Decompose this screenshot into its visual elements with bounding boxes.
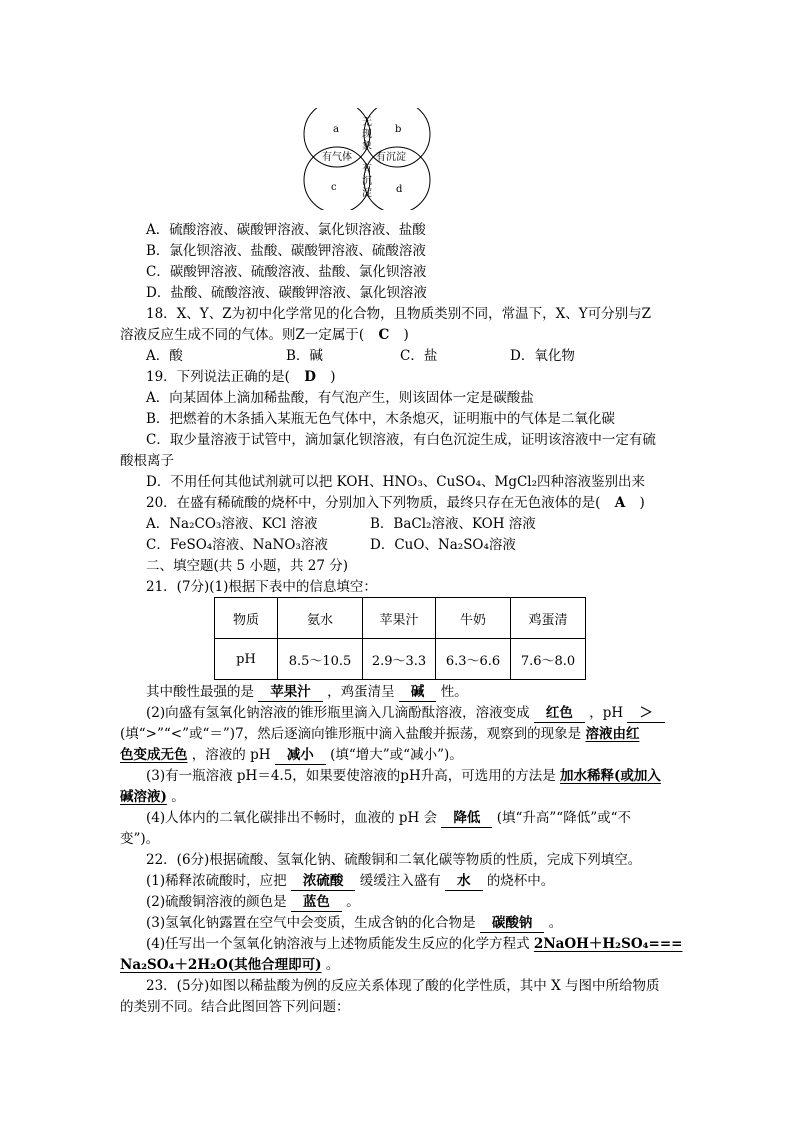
q21-text: 。: [171, 789, 185, 805]
q21-line-4: [120, 745, 680, 765]
q21-answer-5b: 色变成无色: [120, 747, 188, 763]
q20-option-c: C．FeSO₄溶液、NaNO₃溶液: [146, 537, 328, 553]
q23-stem: 23．(5分)如图以稀盐酸为例的反应关系体现了酸的化学性质，其中 X 与图中所给物质: [146, 978, 660, 994]
q21-line-1: [146, 682, 706, 702]
q22-answer-1: 浓硫酸: [291, 872, 356, 891]
q21-answer-3: 红色: [534, 704, 585, 723]
q21-line-7: [146, 808, 706, 828]
q22-line-5: [120, 955, 680, 975]
q22-answer-5b: Na₂SO₄＋2H₂O(其他合理即可): [120, 957, 322, 973]
q17-option-c: C．碳酸钾溶液、硫酸溶液、盐酸、氯化钡溶液: [146, 264, 427, 280]
q18-stem-2: 溶液反应生成不同的气体。则Z一定属于(: [120, 327, 365, 343]
table-cell: 8.5～10.5: [278, 639, 363, 680]
q21-line-6: [120, 787, 680, 807]
q19-stem-line: [146, 367, 706, 387]
q19-option-d: D．不用任何其他试剂就可以把 KOH、HNO₃、CuSO₄、MgCl₂四种溶液鉴别出来: [146, 474, 646, 490]
table-cell: 6.3～6.6: [436, 639, 511, 680]
q22-line-1: [146, 871, 706, 891]
q20-answer: A: [614, 495, 626, 511]
q22-text: (2)硫酸铜溶液的颜色是: [146, 894, 287, 910]
q21-text: ，pH: [589, 705, 624, 721]
q21-line-5: [146, 766, 706, 786]
table-header-cell: 氨水: [278, 598, 363, 639]
q21-answer-4: ＞: [627, 704, 665, 723]
q22-answer-4: 碳酸钠: [480, 914, 545, 933]
q22-answer-2: 水: [445, 872, 483, 891]
q21-answer-2: 碱: [399, 683, 437, 702]
q22-text: 。: [548, 915, 563, 931]
q22-text: (1)稀释浓硫酸时，应把: [146, 873, 287, 889]
q21-text: (填“增大”或“减小”)。: [330, 747, 463, 763]
ph-table: [214, 597, 586, 680]
venn-top-3: 象: [362, 141, 372, 152]
q21-text: (填“升高”“降低”或“不: [496, 810, 631, 826]
q18-option-d: D．氧化物: [510, 348, 575, 364]
q19-option-c: C．取少量溶液于试管中，滴加氯化钡溶液，有白色沉淀生成，证明该溶液中一定有硫: [146, 432, 656, 448]
q21-line-2: [146, 703, 706, 723]
q18-answer: C: [378, 327, 390, 343]
venn-top-1: 无: [362, 117, 372, 128]
venn-diagram: [300, 108, 436, 210]
q20-stem: 20．在盛有稀硫酸的烧杯中，分别加入下列物质，最终只存在无色液体的是(: [146, 495, 601, 511]
table-cell: 2.9～3.3: [363, 639, 436, 680]
q20-option-a: A．Na₂CO₃溶液、KCl 溶液: [146, 516, 318, 532]
q18-option-a: A．酸: [146, 348, 183, 364]
q21-text: (3)有一瓶溶液 pH＝4.5，如果要使溶液的pH升高，可选用的方法是: [146, 768, 556, 784]
q21-answer-8: 降低: [441, 809, 492, 828]
q21-text: (4)人体内的二氧化碳排出不畅时，血液的 pH 会: [146, 810, 438, 826]
q21-text: 性。: [440, 684, 468, 700]
q22-answer-5a: 2NaOH＋H₂SO₄===: [533, 936, 683, 952]
q22-stem: 22．(6分)根据硫酸、氢氧化钠、硫酸铜和二氧化碳等物质的性质，完成下列填空。: [146, 852, 642, 868]
q20-close: ): [639, 495, 645, 511]
venn-bottom-2: 沉: [362, 176, 372, 187]
q22-text: 的烧杯中。: [486, 873, 555, 889]
q22-answer-3: 蓝色: [291, 893, 342, 912]
venn-bottom-1: 有: [362, 164, 372, 175]
q21-answer-1: 苹果汁: [258, 683, 323, 702]
q22-text: 。: [346, 894, 360, 910]
q19-option-a: A．向某固体上滴加稀盐酸，有气泡产生，则该固体一定是碳酸盐: [146, 390, 534, 406]
q19-stem: 19．下列说法正确的是(: [146, 369, 290, 385]
venn-right: 有沉淀: [376, 152, 406, 163]
venn-label-b: b: [395, 124, 402, 135]
table-header-cell: 苹果汁: [363, 598, 436, 639]
q22-text: (3)氢氧化钠露置在空气中会变质，生成含钠的化合物是: [146, 915, 476, 931]
q21-answer-5a: 溶液由红: [585, 726, 640, 742]
table-cell: pH: [215, 639, 278, 680]
q22-text: (4)任写出一个氢氧化钠溶液与上述物质能发生反应的化学方程式: [146, 936, 530, 952]
venn-bottom-3: 淀: [362, 188, 372, 199]
table-row: [215, 639, 586, 680]
q18-option-b: B．碱: [286, 348, 323, 364]
q23-stem-cont: 的类别不同。结合此图回答下列问题：: [120, 999, 350, 1015]
venn-top-2: 现: [362, 129, 372, 140]
section-heading: 二、填空题(共 5 小题，共 27 分): [146, 558, 348, 574]
q17-option-b: B．氯化钡溶液、盐酸、碳酸钾溶液、硫酸溶液: [146, 243, 426, 259]
q19-option-b: B．把燃着的木条插入某瓶无色气体中，木条熄灭，证明瓶中的气体是二氧化碳: [146, 411, 615, 427]
venn-label-c: c: [331, 182, 337, 193]
q20-option-d: D．CuO、Na₂SO₄溶液: [370, 537, 516, 553]
q22-text: 。: [325, 957, 340, 973]
q21-text: ，溶液的 pH: [191, 747, 271, 763]
venn-label-a: a: [333, 124, 339, 135]
q21-text: (2)向盛有氢氧化钠溶液的锥形瓶里滴入几滴酚酞溶液，溶液变成: [146, 705, 530, 721]
q17-option-d: D．盐酸、硫酸溶液、碳酸钾溶液、氯化钡溶液: [146, 285, 427, 301]
q18-option-c: C．盐: [400, 348, 438, 364]
table-cell: 7.6～8.0: [511, 639, 586, 680]
q20-stem-line: [146, 493, 706, 513]
venn-left: 有气体: [322, 152, 352, 163]
q18-stem-cont: [120, 325, 680, 345]
q22-line-2: [146, 892, 706, 912]
q21-text: 其中酸性最强的是: [146, 684, 254, 700]
venn-label-d: d: [396, 184, 403, 195]
q17-option-a: A．硫酸溶液、碳酸钾溶液、氯化钡溶液、盐酸: [146, 222, 426, 238]
table-header-cell: 物质: [215, 598, 278, 639]
q22-line-4: [146, 934, 706, 954]
q22-text: 缓缓注入盛有: [359, 873, 441, 889]
q19-option-c-cont: 酸根离子: [120, 453, 174, 469]
q21-stem: 21．(7分)(1)根据下表中的信息填空：: [146, 579, 377, 595]
q21-text: ，鸡蛋清呈: [327, 684, 395, 700]
q18-stem: 18．X、Y、Z为初中化学常见的化合物，且物质类别不同，常温下，X、Y可分别与Z: [146, 306, 651, 322]
q22-line-3: [146, 913, 706, 933]
q18-close: ): [403, 327, 409, 343]
table-header-row: [215, 598, 586, 639]
q21-answer-6: 减小: [275, 746, 326, 765]
q19-close: ): [330, 369, 336, 385]
q21-answer-7b: 碱溶液): [120, 789, 167, 805]
q21-line-3: [120, 724, 680, 744]
q21-line-8: 变”)。: [120, 831, 160, 847]
q20-option-b: B．BaCl₂溶液、KOH 溶液: [370, 516, 536, 532]
table-header-cell: 鸡蛋清: [511, 598, 586, 639]
q21-text: (填“>”“<”或“＝”)7，然后逐滴向锥形瓶中滴入盐酸并振荡，观察到的现象是: [120, 726, 582, 742]
table-header-cell: 牛奶: [436, 598, 511, 639]
q19-answer: D: [304, 369, 316, 385]
q21-answer-7a: 加水稀释(或加入: [560, 768, 661, 784]
